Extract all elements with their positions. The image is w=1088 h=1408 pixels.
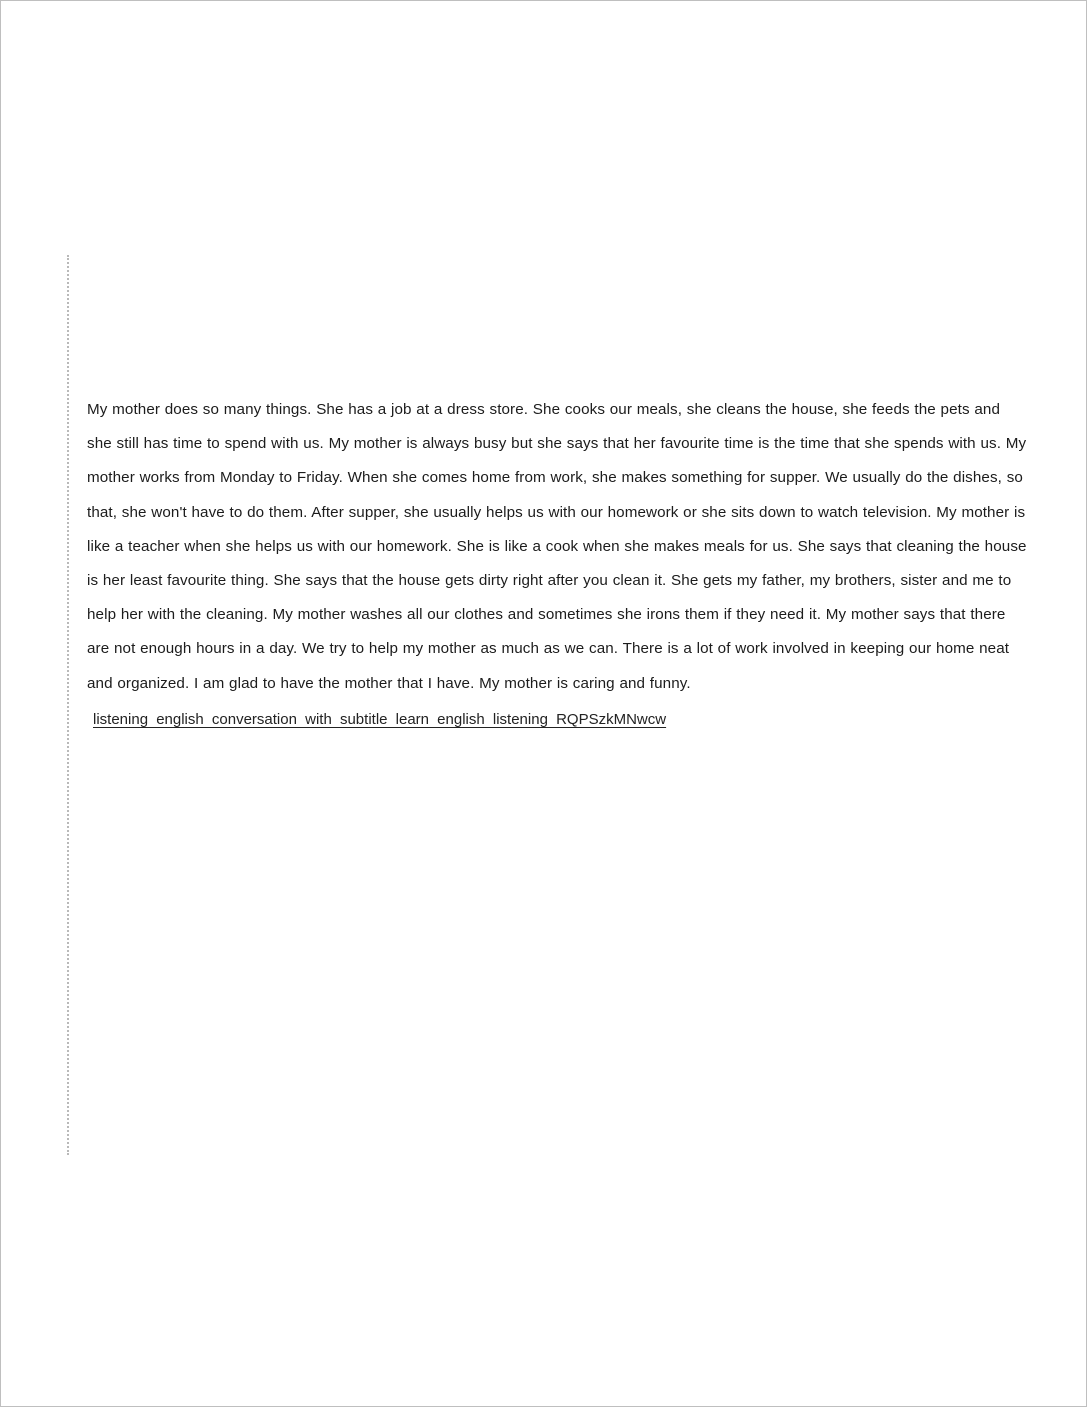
- caption-keywords: listening english conversation with subtitle learn english listening RQPSzkMNwcw: [93, 710, 667, 728]
- body-paragraph: My mother does so many things. She has a job at a dress store. She cooks our meals, she cleans the house, she feeds the pets and she still has time to spend with us. My mother is always busy but she says that her favourite time is the time that she spends with us. My mother works from Monday to Friday. When she comes home from work, she makes something for supper. We usually do the dishes, so that, she won't have to do them. After supper, she usually helps us with our homework or she sits down to watch television. My mother is like a teacher when she helps us with our homework. She is like a cook when she makes meals for us. She says that cleaning the house is her least favourite thing. She says that the house gets dirty right after you clean it. She gets my father, my brothers, sister and me to help her with the cleaning. My mother washes all our clothes and sometimes she irons them if they need it. My mother says that there are not enough hours in a day. We try to help my mother as much as we can. There is a lot of work involved in keeping our home neat and organized. I am glad to have the mother that I have. My mother is caring and funny.: [87, 401, 1027, 692]
- document-text-block: [87, 393, 1027, 733]
- margin-rule: [67, 255, 69, 1155]
